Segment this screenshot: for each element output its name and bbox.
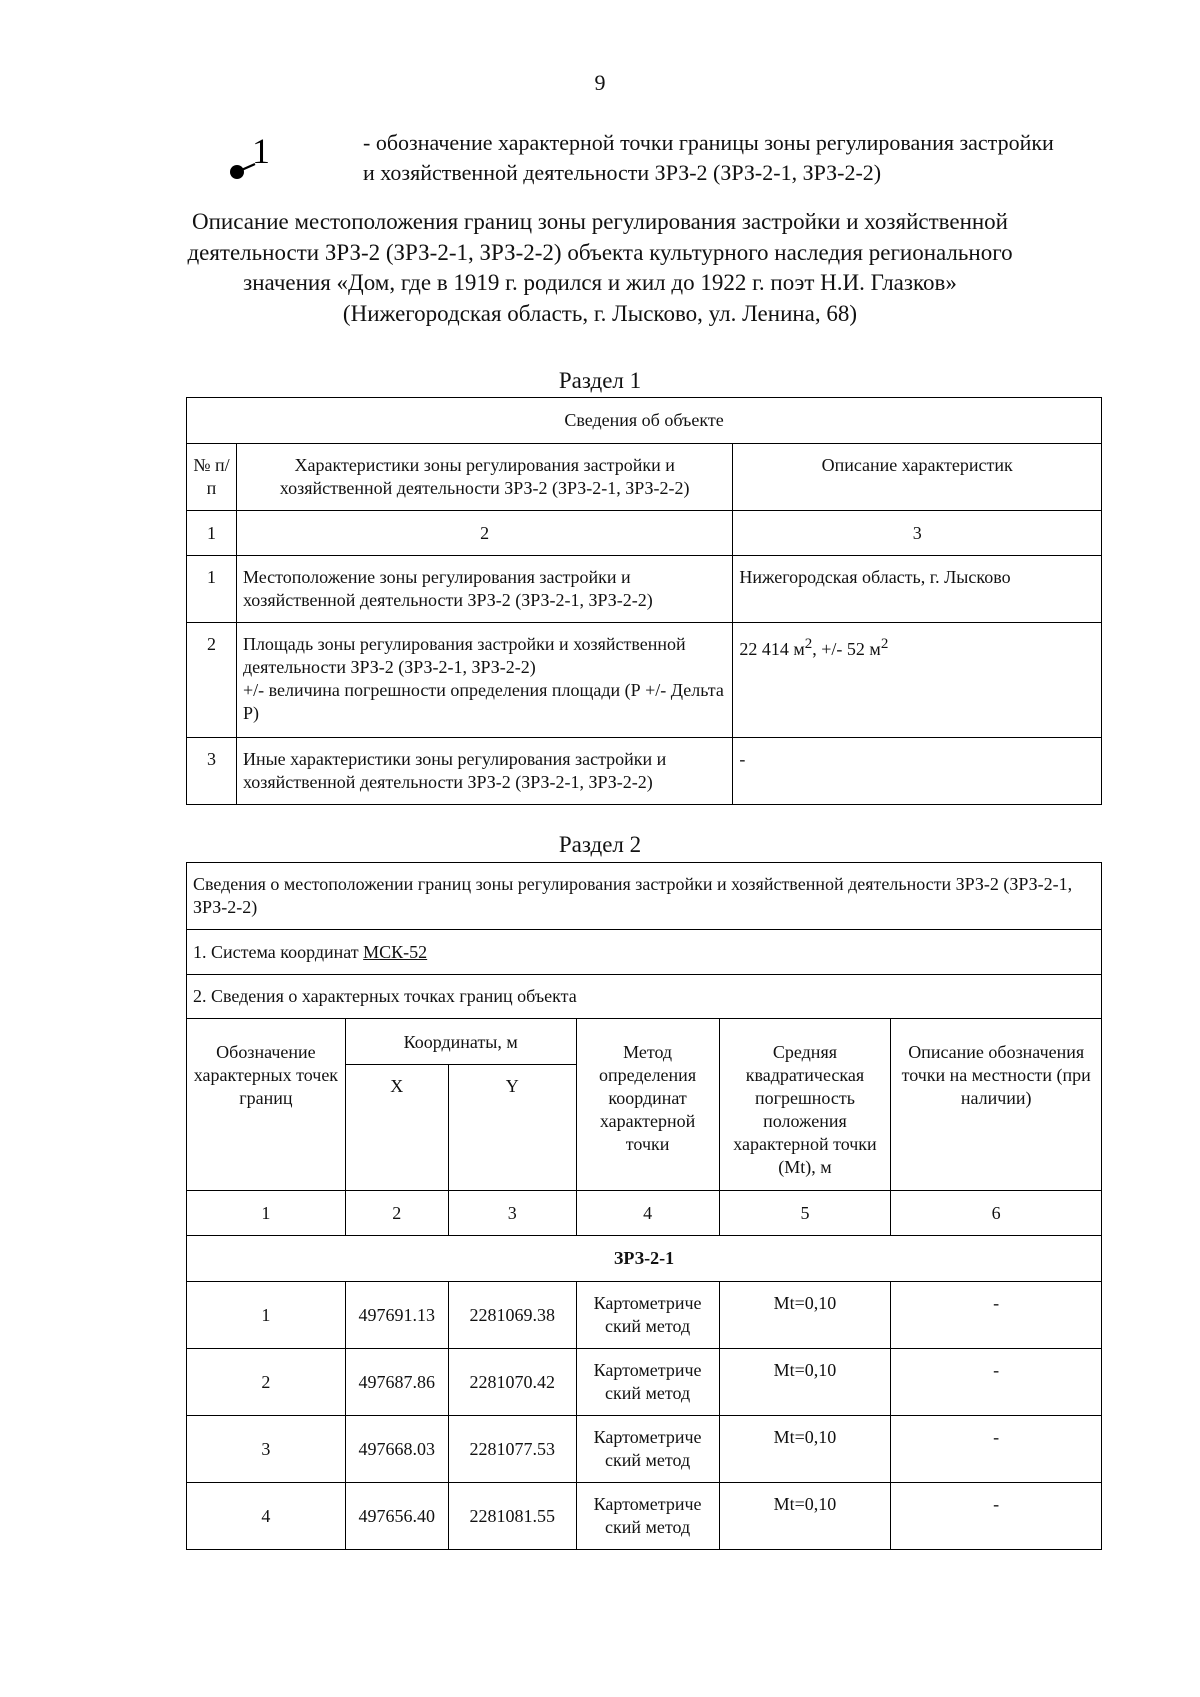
point-y: 2281070.42 xyxy=(448,1349,576,1416)
header-designation: Обозначение характерных точек границ xyxy=(187,1019,346,1191)
point-method: Картометриче ский метод xyxy=(576,1483,719,1550)
point-mt: Mt=0,10 xyxy=(719,1282,891,1349)
table-row xyxy=(187,1349,1102,1416)
table-row xyxy=(187,556,1102,623)
page-number: 9 xyxy=(594,70,606,95)
legend-text-line-2: и хозяйственной деятельности ЗРЗ-2 (ЗРЗ-2-1, ЗРЗ-2-2) xyxy=(363,160,882,185)
heading-line-4: (Нижегородская область, г. Лысково, ул. Ленина, 68) xyxy=(342,300,858,326)
table-row xyxy=(187,1282,1102,1349)
point-method: Картометриче ский метод xyxy=(576,1349,719,1416)
col-number-2: 2 xyxy=(345,1191,448,1236)
header-x: X xyxy=(345,1065,448,1191)
point-id: 1 xyxy=(187,1282,346,1349)
area-unit-power: 2 xyxy=(804,636,813,652)
header-y: Y xyxy=(448,1065,576,1191)
header-coordinates: Координаты, м xyxy=(345,1019,576,1065)
header-method: Метод определения координат характерной точки xyxy=(576,1019,719,1191)
document-heading xyxy=(110,207,1090,329)
point-y: 2281077.53 xyxy=(448,1416,576,1483)
point-y: 2281081.55 xyxy=(448,1483,576,1550)
header-point-description: Описание обозначения точки на местности (при наличии) xyxy=(891,1019,1102,1191)
row-description: - xyxy=(733,738,1102,805)
point-id: 4 xyxy=(187,1483,346,1550)
point-description: - xyxy=(891,1483,1102,1550)
point-description: - xyxy=(891,1416,1102,1483)
col-number-3: 3 xyxy=(448,1191,576,1236)
row-characteristic: Местоположение зоны регулирования застройки и хозяйственной деятельности ЗРЗ-2 (ЗРЗ-2-1, ЗРЗ-2-2) xyxy=(236,556,732,623)
legend-icon-label: 1 xyxy=(252,131,270,171)
section-1-table xyxy=(186,397,1102,805)
col-number-3: 3 xyxy=(733,511,1102,556)
table-row xyxy=(187,1483,1102,1550)
boundary-point-marker-icon xyxy=(225,126,295,186)
point-x: 497687.86 xyxy=(345,1349,448,1416)
table-row xyxy=(187,738,1102,805)
row-num: 2 xyxy=(187,623,237,738)
col-number-4: 4 xyxy=(576,1191,719,1236)
heading-line-3: значения «Дом, где в 1919 г. родился и жил до 1922 г. поэт Н.И. Глазков» xyxy=(243,270,957,295)
area-error-value: , +/- 52 м xyxy=(812,639,881,659)
section-1-title: Раздел 1 xyxy=(558,368,642,393)
point-id: 3 xyxy=(187,1416,346,1483)
point-id: 2 xyxy=(187,1349,346,1416)
section-2-caption: Сведения о местоположении границ зоны регулирования застройки и хозяйственной деятельности ЗРЗ-2 (ЗРЗ-2-1, ЗРЗ-2-2) xyxy=(187,863,1102,930)
section-2-title: Раздел 2 xyxy=(558,832,642,857)
points-caption: 2. Сведения о характерных точках границ объекта xyxy=(187,975,1102,1019)
coordinate-system xyxy=(187,930,1102,975)
col-number-1: 1 xyxy=(187,511,237,556)
table-row xyxy=(187,1416,1102,1483)
area-value: 22 414 м xyxy=(739,639,805,659)
point-method: Картометриче ский метод xyxy=(576,1282,719,1349)
header-characteristic: Характеристики зоны регулирования застройки и хозяйственной деятельности ЗРЗ-2 (ЗРЗ-2-1, ЗРЗ-2-2) xyxy=(236,444,732,511)
point-mt: Mt=0,10 xyxy=(719,1349,891,1416)
row-description xyxy=(733,623,1102,738)
row-characteristic: Иные характеристики зоны регулирования застройки и хозяйственной деятельности ЗРЗ-2 (ЗРЗ-2-1, ЗРЗ-2-2) xyxy=(236,738,732,805)
heading-line-1: Описание местоположения границ зоны регулирования застройки и хозяйственной xyxy=(191,209,1008,234)
header-error: Средняя квадратическая погрешность положения характерной точки (Mt), м xyxy=(719,1019,891,1191)
point-mt: Mt=0,10 xyxy=(719,1483,891,1550)
col-number-5: 5 xyxy=(719,1191,891,1236)
error-unit-power: 2 xyxy=(880,636,889,652)
coordinate-system-label: 1. Система координат xyxy=(193,941,364,962)
point-x: 497691.13 xyxy=(345,1282,448,1349)
legend xyxy=(225,126,1125,196)
area-characteristic-text: Площадь зоны регулирования застройки и хозяйственной деятельности ЗРЗ-2 (ЗРЗ-2-1, ЗРЗ-2-2) xyxy=(242,634,686,677)
area-error-characteristic-text: +/- величина погрешности определения площади (Р +/- Дельта Р) xyxy=(242,680,724,723)
col-number-6: 6 xyxy=(891,1191,1102,1236)
coordinate-system-value: МСК-52 xyxy=(363,941,428,962)
heading-line-2: деятельности ЗРЗ-2 (ЗРЗ-2-1, ЗРЗ-2-2) объекта культурного наследия регионального xyxy=(187,239,1013,265)
row-num: 1 xyxy=(187,556,237,623)
point-y: 2281069.38 xyxy=(448,1282,576,1349)
col-number-2: 2 xyxy=(236,511,732,556)
col-number-1: 1 xyxy=(187,1191,346,1236)
point-description: - xyxy=(891,1349,1102,1416)
point-x: 497656.40 xyxy=(345,1483,448,1550)
point-description: - xyxy=(891,1282,1102,1349)
section-2-table xyxy=(186,862,1102,1550)
point-method: Картометриче ский метод xyxy=(576,1416,719,1483)
point-mt: Mt=0,10 xyxy=(719,1416,891,1483)
section-1-caption: Сведения об объекте xyxy=(187,398,1102,444)
zone-label: ЗРЗ-2-1 xyxy=(187,1236,1102,1282)
header-num: № п/п xyxy=(187,444,237,511)
point-x: 497668.03 xyxy=(345,1416,448,1483)
row-num: 3 xyxy=(187,738,237,805)
legend-text xyxy=(363,128,1054,188)
legend-text-line-1: - обозначение характерной точки границы зоны регулирования застройки xyxy=(363,130,1054,155)
header-description: Описание характеристик xyxy=(733,444,1102,511)
row-characteristic xyxy=(236,623,732,738)
table-row xyxy=(187,623,1102,738)
row-description: Нижегородская область, г. Лысково xyxy=(733,556,1102,623)
